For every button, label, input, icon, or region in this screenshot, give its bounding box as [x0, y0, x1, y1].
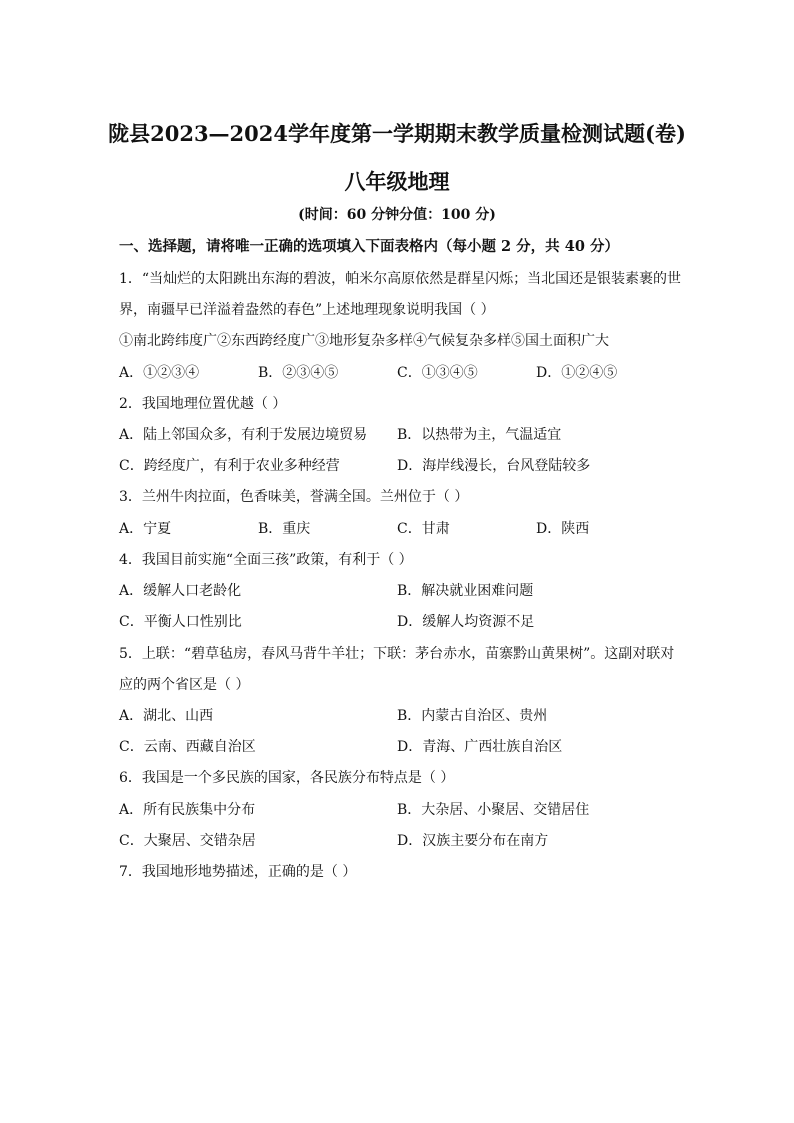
exam-time-score: (时间：60 分钟分值：100 分)	[298, 207, 496, 223]
question-1-option-b: B．②③④⑤	[258, 365, 339, 381]
question-5-option-c: C．云南、西藏自治区	[119, 739, 256, 755]
question-5-option-b: B．内蒙古自治区、贵州	[397, 708, 548, 724]
question-6-option-a: A．所有民族集中分布	[119, 802, 256, 818]
question-2-option-d: D．海岸线漫长，台风登陆较多	[397, 458, 591, 474]
question-6-option-b: B．大杂居、小聚居、交错居住	[397, 802, 590, 818]
question-6-stem: 6．我国是一个多民族的国家，各民族分布特点是（ ）	[119, 770, 455, 786]
section-one-heading: 一、选择题，请将唯一正确的选项填入下面表格内（每小题 2 分，共 40 分）	[119, 238, 619, 255]
question-5-stem-line-2: 应的两个省区是（ ）	[119, 677, 250, 693]
question-1-stem-line-2: 界，南疆早已洋溢着盎然的春色”上述地理现象说明我国（ ）	[119, 302, 495, 318]
question-2-option-a: A．陆上邻国众多，有利于发展边境贸易	[119, 427, 368, 443]
question-3-option-c: C．甘肃	[397, 521, 450, 537]
question-7-stem: 7．我国地形地势描述，正确的是（ ）	[119, 864, 357, 880]
question-5-option-a: A．湖北、山西	[119, 708, 214, 724]
question-1-statements: ①南北跨纬度广②东西跨经度广③地形复杂多样④气候复杂多样⑤国土面积广大	[119, 333, 609, 349]
exam-subject: 八年级地理	[344, 169, 450, 194]
question-4-option-c: C．平衡人口性别比	[119, 614, 242, 630]
question-2-option-c: C．跨经度广，有利于农业多种经营	[119, 458, 340, 474]
question-1-stem-line-1: 1．“当灿烂的太阳跳出东海的碧波，帕米尔高原依然是群星闪烁；当北国还是银装素裹的世	[119, 271, 682, 287]
question-4-option-b: B．解决就业困难问题	[397, 583, 534, 599]
exam-title: 陇县2023—2024学年度第一学期期末教学质量检测试题(卷)	[108, 121, 686, 146]
question-1-option-a: A．①②③④	[119, 365, 200, 381]
question-1-option-c: C．①③④⑤	[397, 365, 478, 381]
question-1-option-d: D．①②④⑤	[536, 365, 618, 381]
question-4-option-d: D．缓解人均资源不足	[397, 614, 535, 630]
question-4-stem: 4．我国目前实施“全面三孩”政策，有利于（ ）	[119, 552, 413, 568]
question-4-option-a: A．缓解人口老龄化	[119, 583, 242, 599]
question-3-option-b: B．重庆	[258, 521, 311, 537]
question-3-option-d: D．陕西	[536, 521, 590, 537]
question-6-option-c: C．大聚居、交错杂居	[119, 833, 256, 849]
question-2-option-b: B．以热带为主，气温适宜	[397, 427, 562, 443]
question-5-stem-line-1: 5．上联：“碧草毡房，春风马背牛羊壮；下联：茅台赤水，苗寨黔山黄果树”。这副对联对	[119, 646, 675, 662]
question-5-option-d: D．青海、广西壮族自治区	[397, 739, 563, 755]
question-2-stem: 2．我国地理位置优越（ ）	[119, 396, 287, 412]
question-6-option-d: D．汉族主要分布在南方	[397, 833, 549, 849]
question-3-stem: 3．兰州牛肉拉面，色香味美，誉满全国。兰州位于（ ）	[119, 489, 469, 505]
question-3-option-a: A．宁夏	[119, 521, 172, 537]
